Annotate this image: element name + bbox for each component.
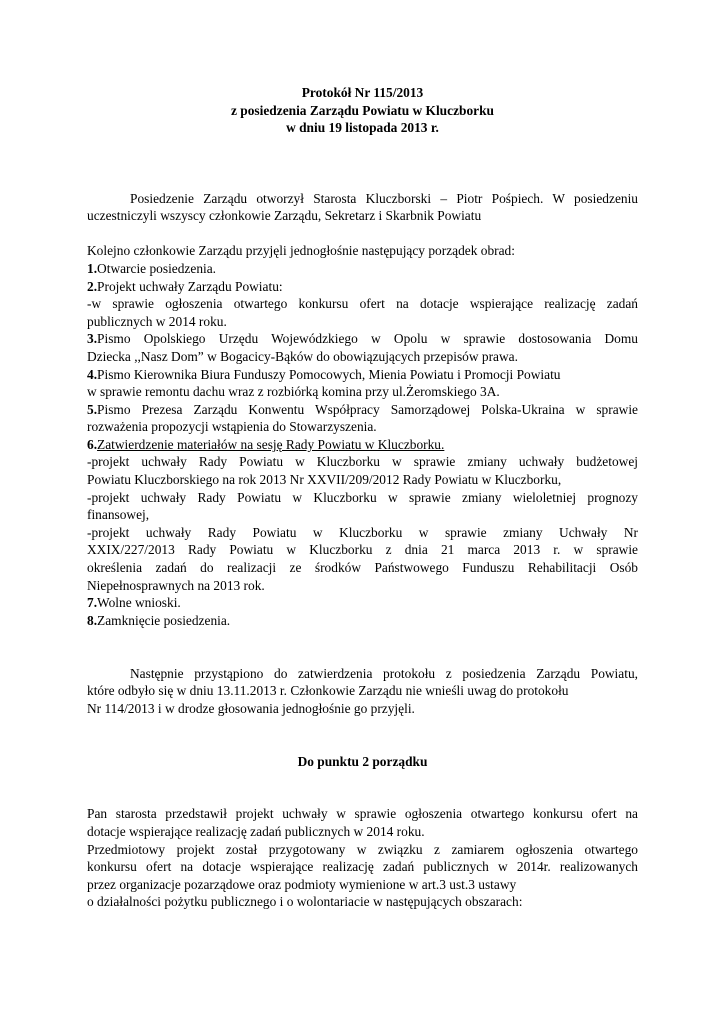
- agenda-item: 2.Projekt uchwały Zarządu Powiatu:: [87, 278, 283, 294]
- text-line: konkursu ofert na dotacje wspierające realizację zadań publicznych w 2014r. realizowanych: [87, 859, 638, 875]
- title-line: z posiedzenia Zarządu Powiatu w Kluczborku: [231, 102, 494, 118]
- approval-paragraph: [87, 665, 638, 718]
- text-line: przez organizacje pozarządowe oraz podmioty wymienione w art.3 ust.3 ustawy: [87, 876, 517, 892]
- text-line: Nr 114/2013 i w drodze głosowania jednogłośnie go przyjęli.: [87, 700, 415, 716]
- agenda-subitem: określenia zadań do realizacji ze środków Państwowego Funduszu Rehabilitacji Osób: [87, 560, 638, 576]
- agenda-subitem: XXIX/227/2013 Rady Powiatu w Kluczborku z dnia 21 marca 2013 r. w sprawie: [87, 542, 638, 558]
- agenda-subitem: -projekt uchwały Rady Powiatu w Kluczborku w sprawie zmiany Uchwały Nr: [87, 524, 638, 540]
- agenda-item-cont: Dziecka ,,Nasz Dom” w Bogacicy-Bąków do obowiązujących przepisów prawa.: [87, 348, 518, 364]
- text-line: uczestniczyli wszyscy członkowie Zarządu, Sekretarz i Skarbnik Powiatu: [87, 208, 482, 224]
- title-line: w dniu 19 listopada 2013 r.: [286, 120, 439, 136]
- agenda-item: 1.Otwarcie posiedzenia.: [87, 260, 217, 276]
- agenda-subitem: Powiatu Kluczborskiego na rok 2013 Nr XXVII/209/2012 Rady Powiatu w Kluczborku,: [87, 472, 562, 488]
- agenda-item: 5.Pismo Prezesa Zarządu Konwentu Współpracy Samorządowej Polska-Ukraina w sprawie: [87, 401, 638, 417]
- agenda-subitem: Niepełnosprawnych na 2013 rok.: [87, 577, 265, 593]
- agenda-subitem: -projekt uchwały Rady Powiatu w Kluczborku w sprawie zmiany wieloletniej prognozy: [87, 489, 638, 505]
- intro-paragraph: [87, 190, 638, 225]
- agenda-item: 3.Pismo Opolskiego Urzędu Wojewódzkiego w Opolu w sprawie dostosowania Domu: [87, 331, 638, 347]
- agenda-item: 8.Zamknięcie posiedzenia.: [87, 612, 231, 628]
- agenda-item-cont: w sprawie remontu dachu wraz z rozbiórką komina przy ul.Żeromskiego 3A.: [87, 384, 500, 400]
- title-line: Protokół Nr 115/2013: [301, 85, 424, 100]
- agenda: [87, 242, 638, 629]
- agenda-item: 6.Zatwierdzenie materiałów na sesję Rady Powiatu w Kluczborku.: [87, 436, 445, 452]
- agenda-item: 7.Wolne wnioski.: [87, 595, 181, 611]
- agenda-subitem: publicznych w 2014 roku.: [87, 313, 227, 329]
- agenda-subitem: -projekt uchwały Rady Powiatu w Kluczborku w sprawie zmiany uchwały budżetowej: [87, 454, 638, 470]
- text-line: dotacje wspierające realizację zadań publicznych w 2014 roku.: [87, 823, 425, 839]
- agenda-subitem: finansowej,: [87, 507, 150, 523]
- text-line: Pan starosta przedstawił projekt uchwały w sprawie ogłoszenia otwartego konkursu ofert na: [87, 806, 638, 822]
- agenda-lead: Kolejno członkowie Zarządu przyjęli jednogłośnie następujący porządek obrad:: [87, 243, 515, 259]
- text-line: które odbyło się w dniu 13.11.2013 r. Członkowie Zarządu nie wnieśli uwag do protokołu: [87, 683, 569, 699]
- text-line: Przedmiotowy projekt został przygotowany w związku z zamiarem ogłoszenia otwartego: [87, 841, 638, 857]
- text-line: Następnie przystąpiono do zatwierdzenia protokołu z posiedzenia Zarządu Powiatu,: [130, 665, 638, 681]
- agenda-item-cont: rozważenia propozycji wstąpienia do Stowarzyszenia.: [87, 419, 377, 435]
- agenda-item: 4.Pismo Kierownika Biura Funduszy Pomocowych, Mienia Powiatu i Promocji Powiatu: [87, 366, 561, 382]
- section-heading: Do punktu 2 porządku: [297, 753, 428, 769]
- document-title: [87, 84, 638, 137]
- text-line: Posiedzenie Zarządu otworzył Starosta Kluczborski – Piotr Pośpiech. W posiedzeniu: [130, 190, 638, 206]
- agenda-subitem: -w sprawie ogłoszenia otwartego konkursu ofert na dotacje wspierające realizację zadań: [87, 296, 638, 312]
- text-line: o działalności pożytku publicznego i o wolontariacie w następujących obszarach:: [87, 894, 523, 910]
- section-2-body: [87, 805, 638, 911]
- document-body: [87, 84, 638, 911]
